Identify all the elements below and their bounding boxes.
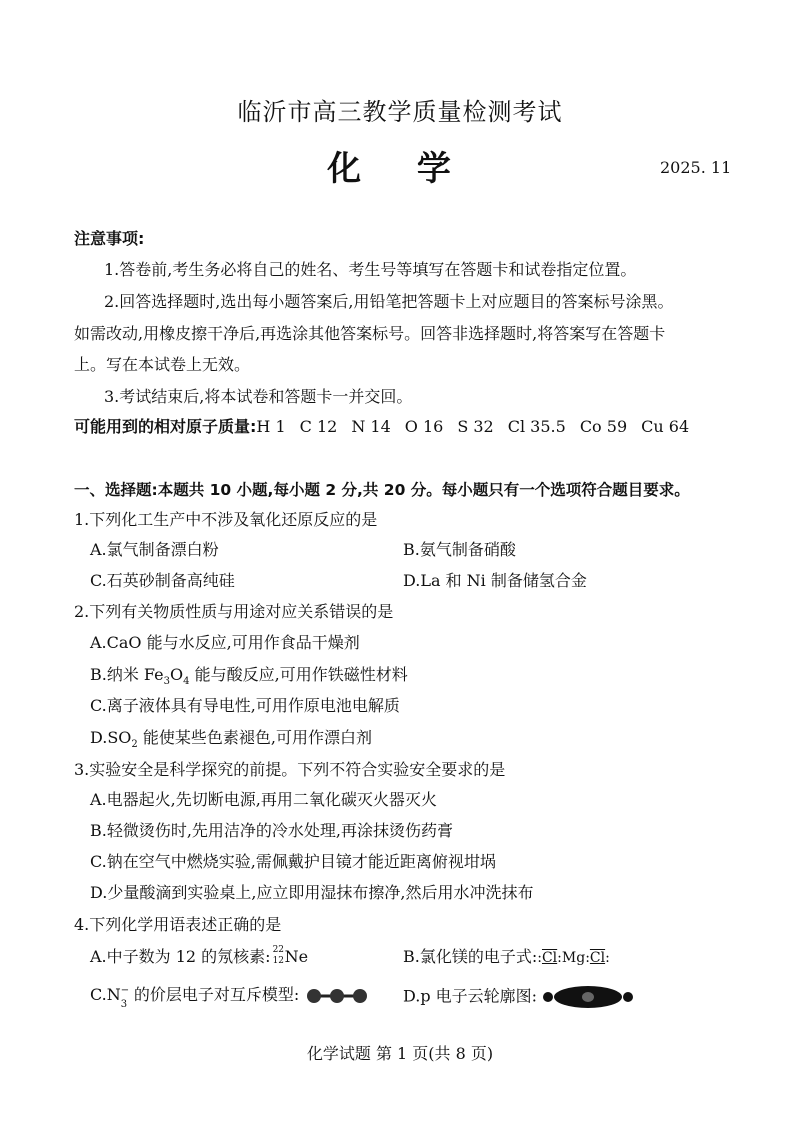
q3-option-d: D.少量酸滴到实验桌上,应立即用湿抹布擦净,然后用水冲洗抹布 xyxy=(90,883,534,902)
mass-s: S 32 xyxy=(457,417,494,436)
q2-b-sub-1: 3 xyxy=(163,676,171,688)
q2-option-a: A.CaO 能与水反应,可用作食品干燥剂 xyxy=(90,633,360,652)
q1-option-c: C.石英砂制备高纯硅 xyxy=(90,571,235,590)
q2-option-b xyxy=(90,664,408,693)
q2-b-pre: B.纳米 Fe xyxy=(90,665,164,684)
q2-stem: 2.下列有关物质性质与用途对应关系错误的是 xyxy=(74,602,394,621)
nuclide-mass-number: 22 xyxy=(272,944,285,955)
mass-n: N 14 xyxy=(351,417,391,436)
notes-item-2-line-3: 上。写在本试卷上无效。 xyxy=(74,355,251,374)
azide-subscript: 3 xyxy=(120,999,128,1010)
notes-heading: 注意事项: xyxy=(74,229,145,248)
exam-title: 临沂市高三教学质量检测考试 xyxy=(237,98,563,126)
q2-d-post: 能使某些色素褪色,可用作漂白剂 xyxy=(137,728,372,747)
notes-item-1: 1.答卷前,考生务必将自己的姓名、考生号等填写在答题卡和试卷指定位置。 xyxy=(104,260,637,279)
mass-cu: Cu 64 xyxy=(641,417,690,436)
lone-pair-dots: : xyxy=(605,949,610,966)
notes-item-3: 3.考试结束后,将本试卷和答题卡一并交回。 xyxy=(104,387,413,406)
q3-option-c: C.钠在空气中燃烧实验,需佩戴护目镜才能近距离俯视坩埚 xyxy=(90,852,496,871)
lewis-cl-1: Cl xyxy=(541,949,558,966)
mass-c: C 12 xyxy=(299,417,338,436)
q1-option-d: D.La 和 Ni 制备储氢合金 xyxy=(403,571,587,590)
q4-option-b xyxy=(403,946,610,969)
section-1-heading: 一、选择题:本题共 10 小题,每小题 2 分,共 20 分。每小题只有一个选项符合题目要求。 xyxy=(74,481,690,499)
q4-option-d xyxy=(403,984,634,1010)
q3-option-b: B.轻微烫伤时,先用洁净的冷水处理,再涂抹烫伤药膏 xyxy=(90,821,454,840)
q3-option-a: A.电器起火,先切断电源,再用二氧化碳灭火器灭火 xyxy=(90,790,437,809)
q4-c-post: 的价层电子对互斥模型: xyxy=(128,985,300,1004)
q4-b-pre: B.氯化镁的电子式: xyxy=(403,947,538,966)
q2-d-pre: D.SO xyxy=(90,728,132,747)
q2-b-post: 能与酸反应,可用作铁磁性材料 xyxy=(189,665,408,684)
azide-charge: − xyxy=(120,985,130,996)
q1-stem: 1.下列化工生产中不涉及氧化还原反应的是 xyxy=(74,510,378,529)
q2-option-c: C.离子液体具有导电性,可用作原电池电解质 xyxy=(90,696,400,715)
mass-cl: Cl 35.5 xyxy=(507,417,566,436)
q2-d-sub: 2 xyxy=(131,739,138,751)
notes-item-2-line-1: 2.回答选择题时,选出每小题答案后,用铅笔把答题卡上对应题目的答案标号涂黑。 xyxy=(104,292,674,311)
exam-date: 2025. 11 xyxy=(660,158,732,177)
lewis-cl-2: Cl xyxy=(589,949,606,966)
mass-h: H 1 xyxy=(256,417,286,436)
lewis-mg: Mg xyxy=(561,949,586,966)
page-footer: 化学试题 第 1 页(共 8 页) xyxy=(306,1044,494,1063)
mass-co: Co 59 xyxy=(579,417,628,436)
q4-d-label: D.p 电子云轮廓图: xyxy=(403,986,538,1006)
nuclide-symbol: Ne xyxy=(284,947,309,966)
nuclide-atomic-number: 12 xyxy=(272,955,285,966)
atomic-masses-label: 可能用到的相对原子质量: xyxy=(74,417,257,436)
q2-b-sub-2: 4 xyxy=(183,676,190,688)
q2-b-mid: O xyxy=(170,665,184,684)
q4-option-c xyxy=(90,984,370,1010)
q4-option-a xyxy=(90,946,308,969)
vsepr-linear-model-icon xyxy=(304,987,370,1005)
q1-option-a: A.氯气制备漂白粉 xyxy=(90,540,219,559)
subject-title: 化 学 xyxy=(327,149,473,189)
q4-stem: 4.下列化学用语表述正确的是 xyxy=(74,915,282,934)
p-orbital-cloud-icon xyxy=(542,984,634,1010)
mgcl2-electron-formula xyxy=(537,947,610,969)
q1-option-b: B.氨气制备硝酸 xyxy=(403,540,516,559)
q3-stem: 3.实验安全是科学探究的前提。下列不符合实验安全要求的是 xyxy=(74,760,506,779)
mass-o: O 16 xyxy=(404,417,444,436)
lone-pair-dots: : xyxy=(537,949,542,966)
neon-nuclide xyxy=(271,944,285,969)
lone-pair-dots: : xyxy=(557,949,562,966)
q2-option-d xyxy=(90,727,372,756)
notes-item-2-line-2: 如需改动,用橡皮擦干净后,再选涂其他答案标号。回答非选择题时,将答案写在答题卡 xyxy=(74,324,666,343)
q4-c-pre: C.N xyxy=(90,985,121,1004)
q4-a-pre: A.中子数为 12 的氖核素: xyxy=(90,947,271,966)
atomic-masses xyxy=(74,416,703,438)
lone-pair-dots: : xyxy=(585,949,590,966)
